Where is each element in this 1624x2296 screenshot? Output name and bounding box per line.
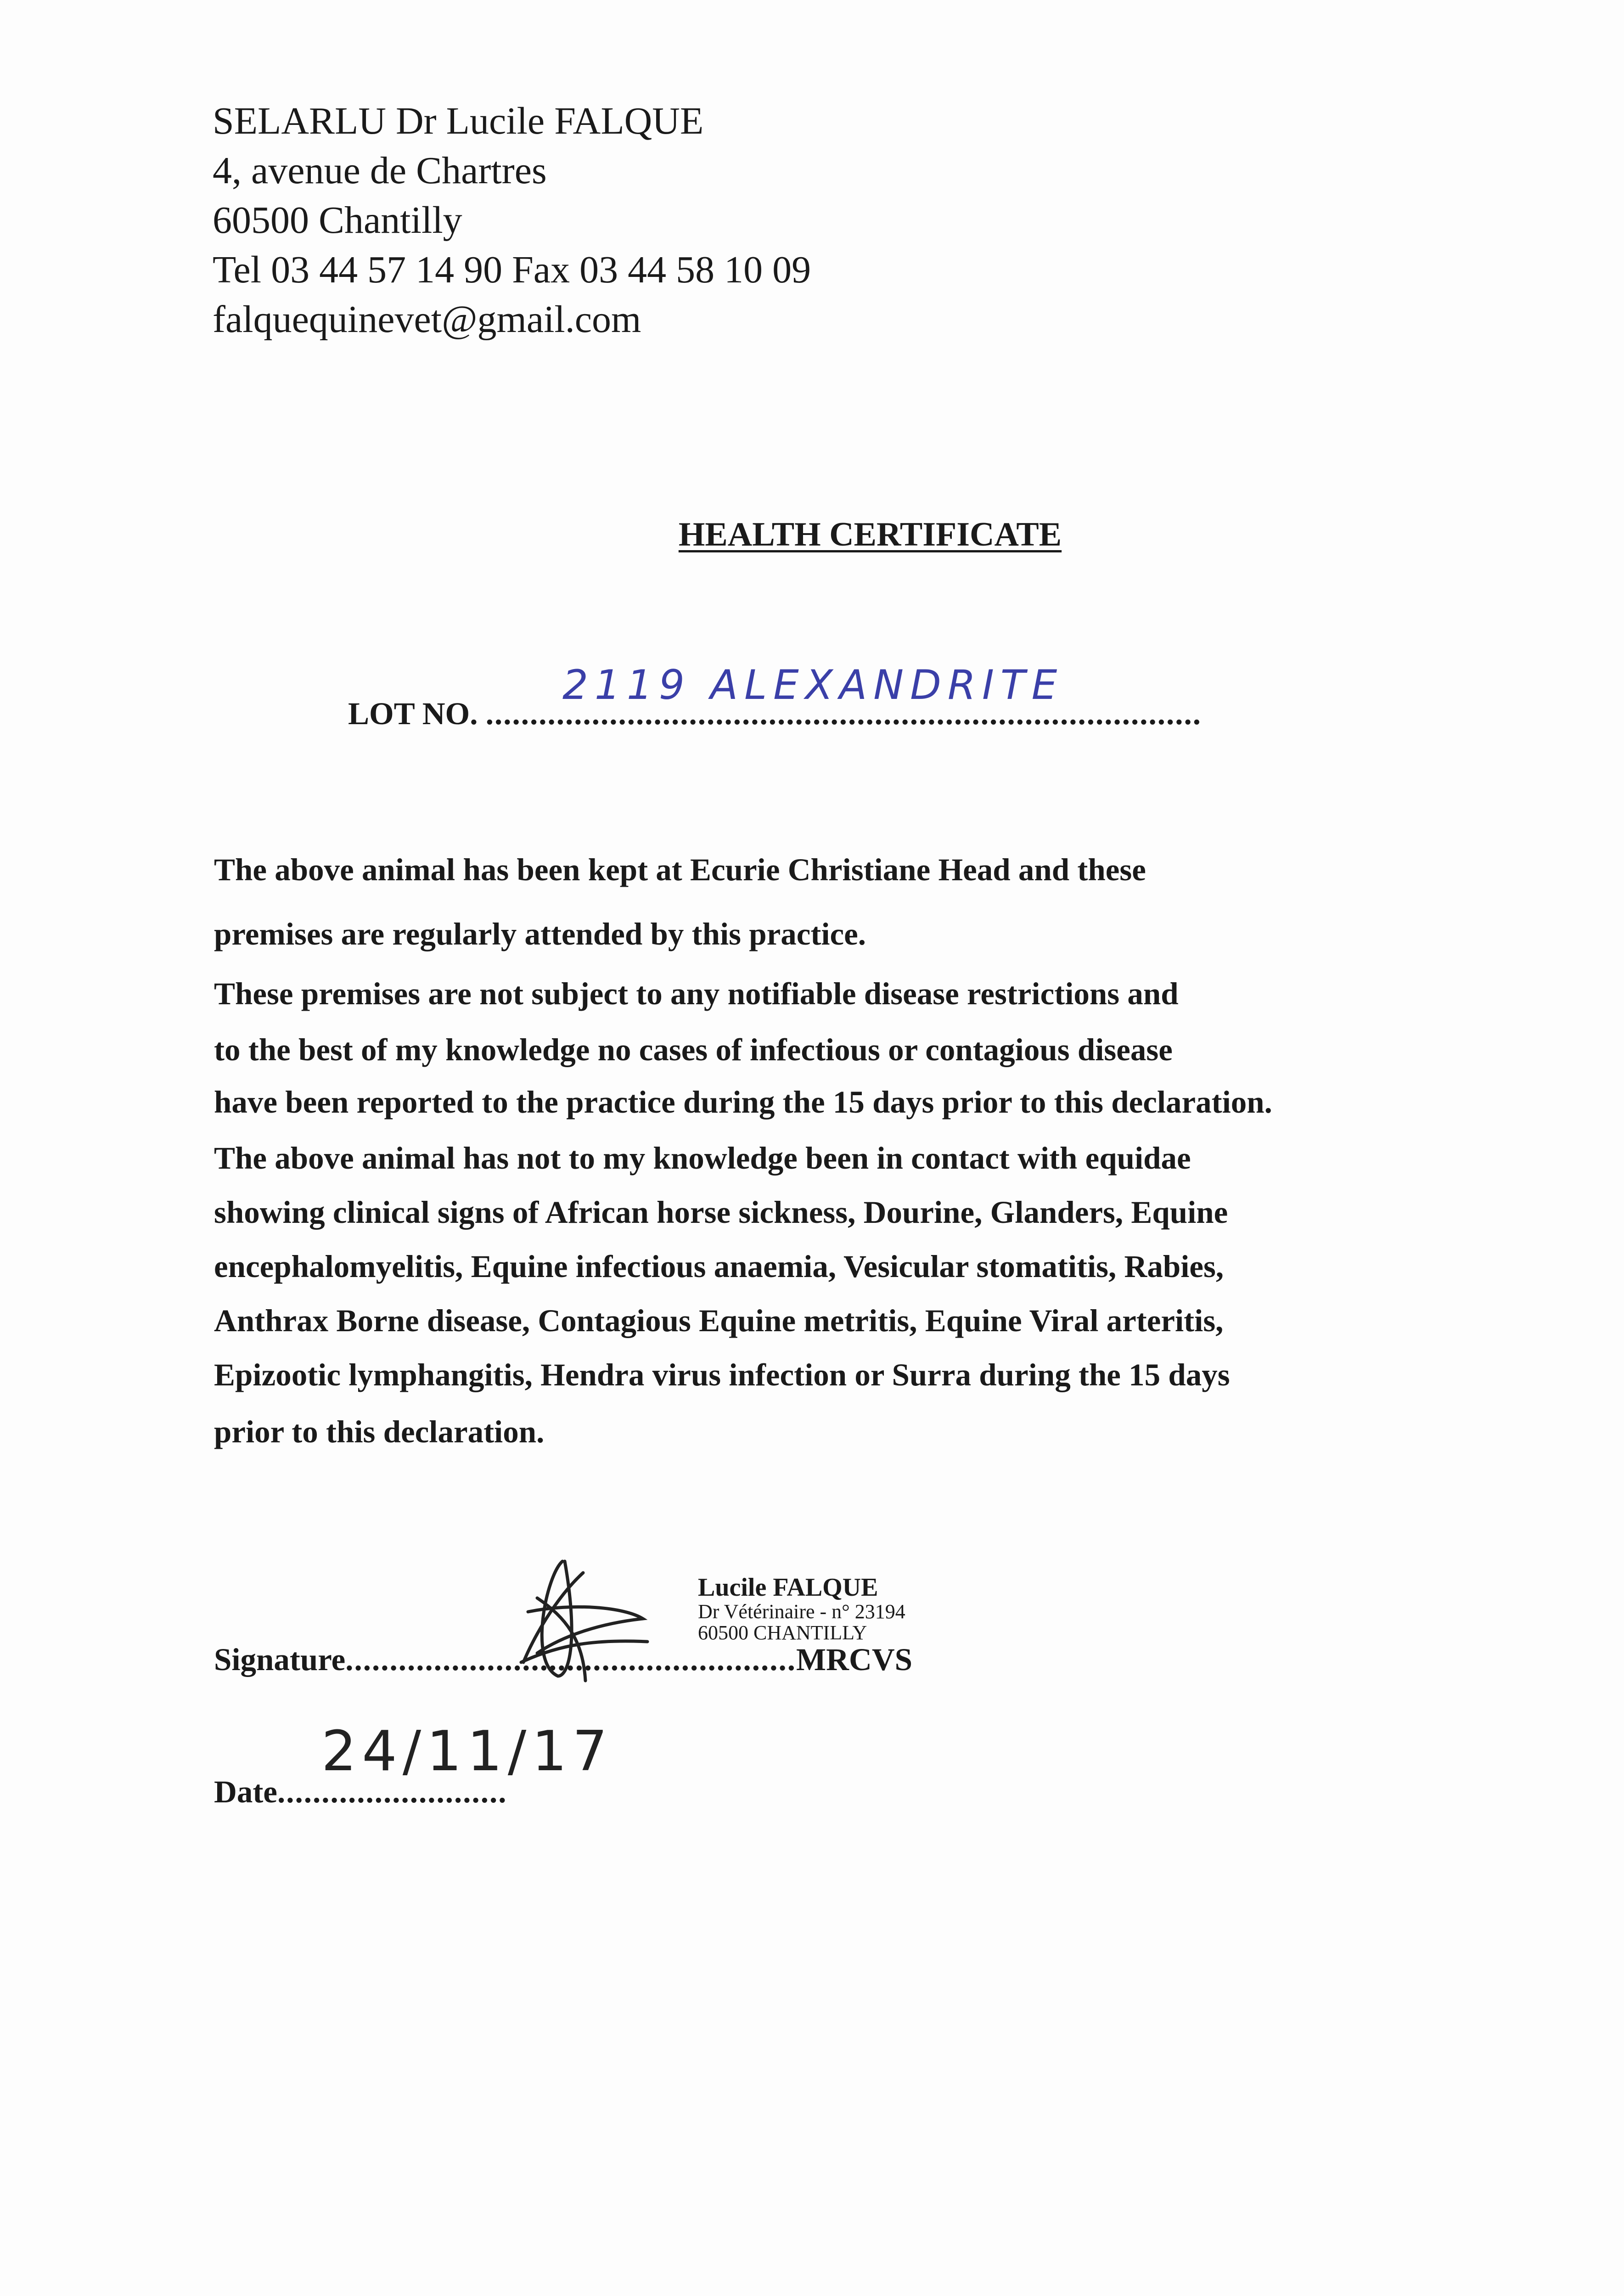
signature-label: Signature: [214, 1642, 346, 1677]
body-line: Epizootic lymphangitis, Hendra virus infection or Surra during the 15 days: [214, 1357, 1230, 1392]
body-line: premises are regularly attended by this practice.: [214, 917, 866, 951]
body-line: prior to this declaration.: [214, 1414, 545, 1449]
lot-label: LOT NO.: [348, 696, 486, 731]
stamp-title: Dr Vétérinaire - n° 23194: [698, 1600, 905, 1623]
handwritten-signature: [505, 1548, 762, 1685]
body-line: The above animal has been kept at Ecurie Christiane Head and these: [214, 852, 1146, 887]
body-line: encephalomyelitis, Equine infectious anaemia, Vesicular stomatitis, Rabies,: [214, 1249, 1224, 1284]
body-line: The above animal has not to my knowledge been in contact with equidae: [214, 1141, 1191, 1176]
signature-dots: ...................................................: [345, 1642, 797, 1677]
lot-dots: .................................................................................: [485, 696, 1202, 731]
body-line: These premises are not subject to any notifiable disease restrictions and: [214, 976, 1179, 1011]
date-label: Date: [214, 1774, 277, 1809]
practice-phones: Tel 03 44 57 14 90 Fax 03 44 58 10 09: [213, 248, 811, 291]
practice-email: falquequinevet@gmail.com: [213, 298, 641, 341]
body-line: showing clinical signs of African horse sickness, Dourine, Glanders, Equine: [214, 1195, 1228, 1230]
stamp-city: 60500 CHANTILLY: [698, 1621, 867, 1644]
lot-handwritten-value: 2119 ALEXANDRITE: [562, 661, 1064, 709]
stamp-name: Lucile FALQUE: [698, 1573, 878, 1602]
practice-name: SELARLU Dr Lucile FALQUE: [213, 100, 704, 142]
date-dots: ..........................: [277, 1774, 507, 1809]
practice-address: 4, avenue de Chartres: [213, 149, 547, 192]
body-line: Anthrax Borne disease, Contagious Equine metritis, Equine Viral arteritis,: [214, 1303, 1224, 1338]
practice-city: 60500 Chantilly: [213, 199, 462, 242]
body-line: have been reported to the practice during the 15 days prior to this declaration.: [214, 1085, 1272, 1120]
body-line: to the best of my knowledge no cases of infectious or contagious disease: [214, 1032, 1173, 1067]
document-title: HEALTH CERTIFICATE: [678, 516, 1062, 553]
signature-suffix: MRCVS: [796, 1642, 913, 1677]
date-handwritten-value: 24/11/17: [321, 1720, 613, 1784]
